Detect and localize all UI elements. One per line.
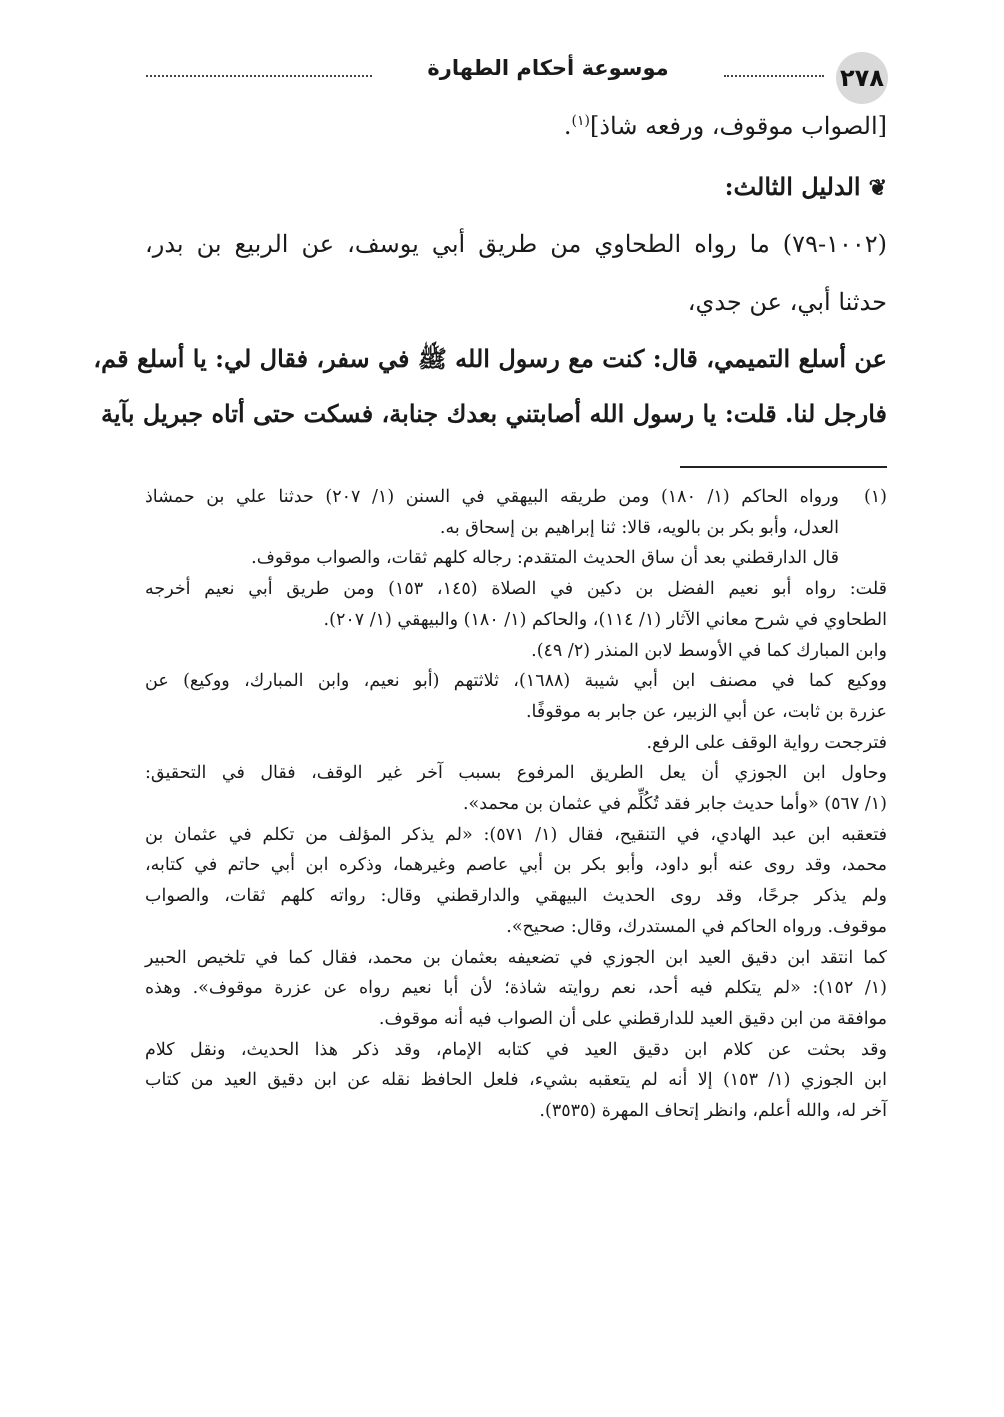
footnote-line: قال الدارقطني بعد أن ساق الحديث المتقدم: رجاله كلهم ثقات، والصواب موقوف. (251, 548, 839, 569)
running-title: موسوعة أحكام الطهارة (427, 56, 669, 80)
footnote-line: (١/ ١٥٢): «لم يتكلم فيه أحد، نعم روايته شاذة؛ لأن أبا نعيم رواه عن عزرة موقوف». وهذه (145, 978, 887, 999)
section-heading (725, 172, 887, 201)
footnote-line: موافقة من ابن دقيق العيد للدارقطني على أن الصواب فيه أنه موقوف. (378, 1008, 887, 1029)
footnote-line: قلت: رواه أبو نعيم الفضل بن دكين في الصلاة (١٤٥، ١٥٣) ومن طريق أبي نعيم أخرجه (145, 579, 888, 600)
footnote-line: (١/ ٥٦٧) «وأما حديث جابر فقد تُكُلِّم في عثمان بن محمد». (462, 794, 887, 815)
footnote-line: ورواه الحاكم (١/ ١٨٠) ومن طريقه البيهقي في السنن (١/ ٢٠٧) حدثنا علي بن حمشاذ (145, 487, 839, 507)
hadith-line-2: حدثنا أبي، عن جدي، (687, 288, 887, 316)
footnote-line: عزرة بن ثابت، عن أبي الزبير، عن جابر به موقوفًا. (525, 701, 887, 722)
footnotes (145, 482, 887, 1127)
hadith-text-line-1: عن أسلع التميمي، قال: كنت مع رسول الله ﷺ في سفر، فقال لي: يا أسلع قم، (93, 344, 887, 373)
footnote-line: ولم يذكر جرحًا، وقد روى الحديث البيهقي والدارقطني وقال: رواته كلهم ثقات، والصواب (145, 886, 887, 907)
hadith-line-1: (١٠٠٢-٧٩) ما رواه الطحاوي من طريق أبي يوسف، عن الربيع بن بدر، (145, 230, 887, 258)
footnote-line: الطحاوي في شرح معاني الآثار (١/ ١١٤)، والحاكم (١/ ١٨٠) والبيهقي (١/ ٢٠٧). (323, 609, 887, 630)
footnote-line: ووكيع كما في مصنف ابن أبي شيبة (١٦٨٨)، ثلاثتهم (أبو نعيم، وابن المبارك، ووكيع) عن (145, 671, 887, 692)
main-text (93, 0, 887, 460)
footnote-line: العدل، وأبو بكر بن بالويه، قالا: ثنا إبراهيم بن إسحاق به. (439, 517, 839, 538)
main-line-1 (564, 112, 887, 140)
footnote-line: وقد بحثت عن كلام ابن دقيق العيد في كتابه الإمام، وقد ذكر هذا الحديث، ونقل كلام (145, 1039, 887, 1060)
page-number: ٢٧٨ (836, 52, 888, 104)
footnote-ref-1: (١) (571, 113, 590, 129)
leaf-ornament-icon: ❦ (868, 175, 887, 201)
footnote-line: موقوف. ورواه الحاكم في المستدرك، وقال: صحيح». (506, 916, 887, 937)
footnote-line: فتعقبه ابن عبد الهادي، في التنقيح، فقال (١/ ٥٧١): «لم يذكر المؤلف من تكلم في عثمان بن (145, 824, 888, 845)
footnote-line: ابن الجوزي (١/ ١٥٣) إلا أنه لم يتعقبه بشيء، فلعل الحافظ نقله عن ابن دقيق العيد من كتاب (145, 1070, 887, 1091)
footnote-line: آخر له، والله أعلم، وانظر إتحاف المهرة (٣٥٣٥). (539, 1101, 887, 1122)
footnote-line: كما انتقد ابن دقيق العيد ابن الجوزي في تضعيفه بعثمان بن محمد، فقال كما في تلخيص الحبير (145, 947, 887, 968)
footnote-line: فترجحت رواية الوقف على الرفع. (646, 732, 887, 753)
hadith-text-line-2: فارجل لنا. قلت: يا رسول الله أصابتني بعدك جنابة، فسكت حتى أتاه جبريل بآية (101, 399, 887, 428)
main-line-1-text: [الصواب موقوف، ورفعه شاذ] (589, 112, 887, 140)
footnote-separator (680, 466, 887, 468)
footnote-line: وحاول ابن الجوزي أن يعل الطريق المرفوع بسبب آخر غير الوقف، فقال في التحقيق: (145, 763, 887, 784)
footnote-number: (١) (863, 487, 887, 507)
section-heading-text: الدليل الثالث: (724, 172, 861, 201)
footnote-line: وابن المبارك كما في الأوسط لابن المنذر (٢/ ٤٩). (531, 640, 887, 661)
main-line-1-end: . (563, 112, 572, 140)
footnote-line: محمد، وقد روى عنه أبو داود، وأبو بكر بن أبي عاصم وغيرهما، وذكره ابن أبي حاتم في كتابه، (145, 855, 887, 876)
